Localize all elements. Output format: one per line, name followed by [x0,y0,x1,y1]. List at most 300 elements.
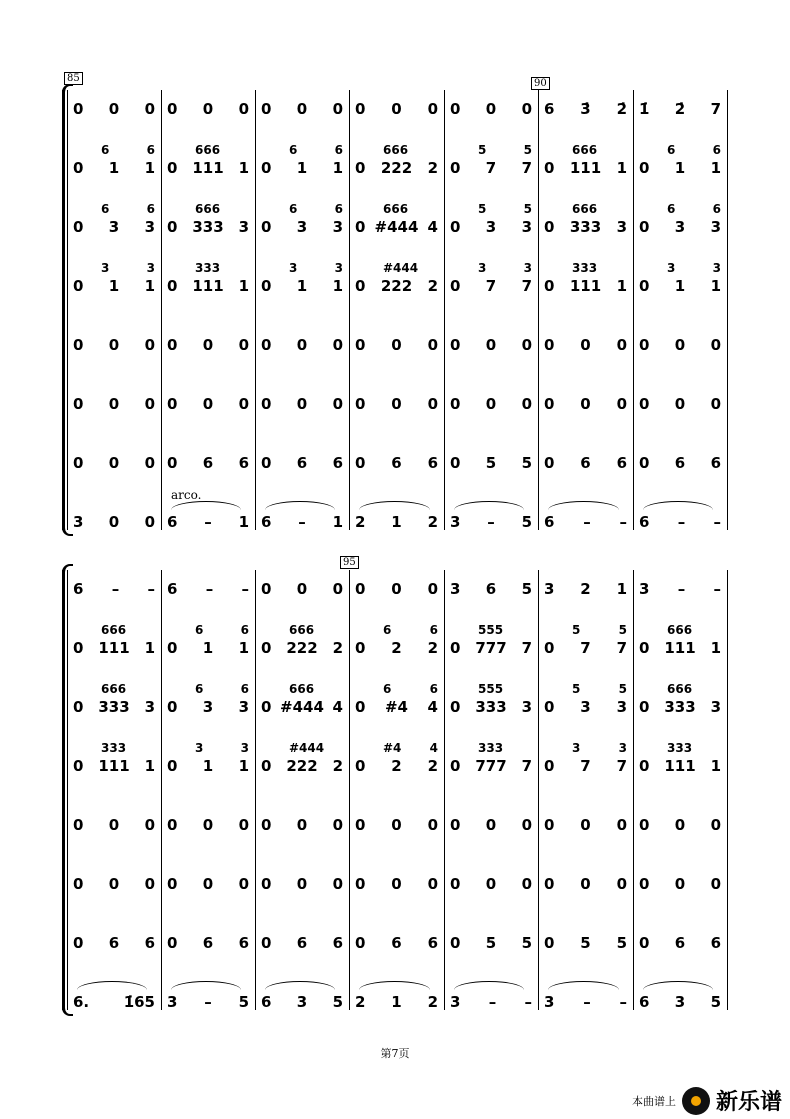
note: 0 [238,875,249,893]
upper-note: 666 [667,682,693,696]
note: 3 [108,218,120,236]
note: 0 [544,639,555,657]
chord-upper-notes [289,623,343,637]
note: 0 [73,816,84,834]
note: 1 [710,159,721,177]
note-cell [355,993,438,1011]
note: 6 [261,513,272,531]
note: 2 [580,580,591,598]
note-cell [544,875,627,893]
upper-note: 6 [101,202,110,216]
note-cell [73,395,155,413]
barline [161,90,162,530]
note: 0 [521,395,532,413]
note: 0 [544,336,555,354]
note: 4 [332,698,343,716]
upper-note: 666 [101,623,127,637]
note: 0 [355,159,366,177]
upper-note: 6 [383,623,392,637]
note-cell [450,159,532,177]
upper-note: 5 [523,143,532,157]
note: 0 [710,336,721,354]
upper-note: 3 [572,741,581,755]
note-cell [355,277,438,295]
note: – [204,993,212,1011]
upper-note: 6 [195,682,204,696]
note: 3 [450,993,461,1011]
note: 7 [616,757,627,775]
note: 0 [544,277,555,295]
note: 6 [167,580,178,598]
note: 0 [544,395,555,413]
note-cell [544,639,627,657]
chord-upper-notes [289,261,343,275]
barline [444,570,445,1010]
barline [67,570,68,1010]
note: 0 [616,395,627,413]
note: 0 [355,277,366,295]
note: 0 [616,336,627,354]
note: 0 [332,100,343,118]
note: 0 [580,816,591,834]
chord-upper-notes [667,261,721,275]
slur-mark [265,981,335,990]
note: 0 [167,159,178,177]
note: 0 [261,395,272,413]
upper-note: 6 [429,682,438,696]
note: 5 [580,934,591,952]
note: 1̇65 [123,993,155,1011]
note: 0 [73,336,84,354]
note-cell [355,395,438,413]
note-cell [261,336,343,354]
note: 3 [202,698,214,716]
note: 0 [296,395,308,413]
note: 0 [167,277,178,295]
note: 0 [639,875,650,893]
note-cell [167,639,249,657]
note: 6 [544,100,555,118]
note-cell [73,757,155,775]
barline [444,90,445,530]
note: 111 [98,639,130,657]
note: 333 [664,698,696,716]
note: 3 [710,218,721,236]
note: 0 [73,757,84,775]
note: 0 [332,875,343,893]
chord-upper-notes [478,623,532,637]
record-logo-icon [682,1087,710,1115]
barline [161,570,162,1010]
note-cell [639,816,721,834]
note: #444 [280,698,324,716]
note-cell [167,698,249,716]
note: 5 [710,993,721,1011]
slur-mark [548,501,619,510]
note: 0 [544,698,555,716]
note-cell [544,395,627,413]
note: 2 [391,639,402,657]
note: 6 [108,934,120,952]
note-cell [261,934,343,952]
upper-note: #4 [383,741,402,755]
note: 333 [98,698,130,716]
note-cell [73,580,155,598]
note-cell [73,100,155,118]
note: 0 [639,639,650,657]
note: 0 [355,934,366,952]
note-cell [261,100,343,118]
note: 0 [261,454,272,472]
note: 1 [202,639,214,657]
note-cell [355,100,438,118]
note: 0 [144,100,155,118]
upper-note: 333 [478,741,504,755]
note: 0 [167,100,178,118]
note: 6 [544,513,555,531]
upper-note: 5 [478,202,487,216]
note: 6 [391,934,402,952]
note: 6 [73,580,84,598]
upper-note: 3 [712,261,721,275]
note: 5 [332,993,343,1011]
note-cell [167,100,249,118]
note: 0 [450,218,461,236]
note: 333 [192,218,224,236]
note: 0 [355,336,366,354]
upper-note: 5 [478,143,487,157]
chord-upper-notes [383,623,438,637]
upper-note: 666 [289,682,315,696]
note: 0 [332,395,343,413]
chord-upper-notes [572,623,627,637]
note: 0 [144,513,155,531]
note: 1̇ [639,100,650,118]
note: 0 [261,277,272,295]
note-cell [261,218,343,236]
note: 0 [710,875,721,893]
upper-note: 6 [146,143,155,157]
note: 0 [450,639,461,657]
note: – [713,580,721,598]
chord-upper-notes [572,261,627,275]
note-cell [355,218,438,236]
note: 2 [427,159,438,177]
chord-upper-notes [478,143,532,157]
note: 0 [355,454,366,472]
note: 111 [569,277,602,295]
note: 6 [296,454,308,472]
note-cell [167,934,249,952]
upper-note: 6 [334,202,343,216]
note: 0 [167,395,178,413]
note: 6. [73,993,90,1011]
note: 0 [427,580,438,598]
note: 0 [450,100,461,118]
note: 111 [98,757,130,775]
chord-upper-notes [101,143,155,157]
note: 0 [144,875,155,893]
brand-name: 新乐谱 [715,1090,782,1115]
note-cell [167,816,249,834]
note: 0 [73,454,84,472]
upper-note: 5 [618,623,627,637]
upper-note: 6 [712,202,721,216]
note: 1 [710,277,721,295]
note-cell [544,513,627,531]
note: 222 [286,757,318,775]
note-cell [450,934,532,952]
note-cell [544,218,627,236]
note: 7 [485,277,497,295]
note-cell [355,513,438,531]
note-cell [544,277,627,295]
note: 0 [639,277,650,295]
note: 0 [261,639,272,657]
note: 2 [355,993,366,1011]
note-cell [73,513,155,531]
note: 6 [639,513,650,531]
note: 2 [332,639,343,657]
note: 0 [355,218,366,236]
slur-mark [454,981,524,990]
note-cell [544,100,627,118]
upper-note: 333 [667,741,693,755]
note-cell [639,100,721,118]
rehearsal-mark-95: 95 [340,556,359,569]
note: 0 [355,580,366,598]
note: – [487,513,495,531]
upper-note: 666 [572,202,598,216]
note: – [677,513,686,531]
note-cell [261,159,343,177]
note: 6 [332,934,343,952]
chord-upper-notes [667,741,721,755]
note: 6 [167,513,178,531]
note: 0 [544,934,555,952]
chord-upper-notes [101,623,155,637]
note: 0 [450,336,461,354]
note: 0 [639,159,650,177]
note: – [147,580,155,598]
note-cell [544,698,627,716]
note: 3 [167,993,178,1011]
note: 0 [427,395,438,413]
note: – [524,993,532,1011]
note-cell [639,454,721,472]
note: 0 [355,816,366,834]
note: 3 [332,218,343,236]
note: 0 [73,639,84,657]
note: 0 [261,875,272,893]
slur-mark [359,501,430,510]
upper-note: 3 [667,261,676,275]
note: – [204,513,212,531]
barline [349,570,350,1010]
note: 222 [286,639,318,657]
note-cell [167,277,249,295]
note: 0 [202,100,214,118]
note: 3 [544,993,555,1011]
note: 0 [639,218,650,236]
note: 0 [144,395,155,413]
note-cell [639,698,721,716]
note: 5 [238,993,249,1011]
note-cell [167,395,249,413]
note: 0 [167,698,178,716]
note: 3 [616,218,627,236]
note: 0 [485,100,497,118]
note: 1 [238,277,249,295]
note: 5 [521,934,532,952]
note-cell [167,993,249,1011]
note: 222 [380,159,413,177]
note-cell [261,875,343,893]
note-cell [73,277,155,295]
note: 7 [485,159,497,177]
note: 0 [332,580,343,598]
chord-upper-notes [289,741,343,755]
note: 0 [167,639,178,657]
note: 7 [580,639,591,657]
note-cell [261,816,343,834]
note: 111 [664,639,696,657]
note-cell [167,513,249,531]
note: 0 [521,816,532,834]
note: 6 [485,580,497,598]
note: 0 [580,336,591,354]
note: 2 [427,757,438,775]
chord-upper-notes [667,623,721,637]
upper-note: 6 [667,202,676,216]
note: 333 [569,218,602,236]
upper-note: 5 [572,682,581,696]
note: 6 [332,454,343,472]
note: 6 [710,454,721,472]
upper-note: 6 [383,682,392,696]
note: 111 [192,277,224,295]
chord-upper-notes [289,682,343,696]
note-cell [639,993,721,1011]
note-cell [355,875,438,893]
note-cell [450,993,532,1011]
upper-note: 555 [478,623,504,637]
note: 6 [674,454,686,472]
note-cell [450,698,532,716]
note: 3̇ [580,100,591,118]
upper-note: 666 [572,143,598,157]
note: #4 [384,698,408,716]
note: 6 [674,934,686,952]
chord-upper-notes [478,741,532,755]
note-cell [355,580,438,598]
note: 1 [238,159,249,177]
note: 1 [108,159,120,177]
note: 222 [380,277,413,295]
upper-note: 5 [523,202,532,216]
barline [538,570,539,1010]
upper-note: 3 [240,741,249,755]
note: 0 [639,454,650,472]
upper-note: 6 [240,623,249,637]
note-cell [73,934,155,952]
note: – [298,513,306,531]
note: 0 [296,816,308,834]
note: 2 [355,513,366,531]
note: 0 [639,934,650,952]
note: 0 [296,100,308,118]
note-cell [73,218,155,236]
note: 0 [73,875,84,893]
note-cell [639,934,721,952]
brand-caption: 本曲谱上 [631,1094,676,1108]
note-cell [639,277,721,295]
note: 0 [639,395,650,413]
chord-upper-notes [478,261,532,275]
chord-upper-notes [289,143,343,157]
note-cell [450,100,532,118]
note: 6 [261,993,272,1011]
note-cell [355,816,438,834]
note: 0 [167,816,178,834]
upper-note: 666 [667,623,693,637]
note: 1 [144,757,155,775]
chord-upper-notes [195,741,249,755]
note: 3 [485,218,497,236]
note-cell [261,698,343,716]
chord-upper-notes [195,143,249,157]
upper-note: 3 [478,261,487,275]
slur-mark [171,501,241,510]
upper-note: 333 [101,741,127,755]
note: 3 [639,580,650,598]
note: 0 [108,513,120,531]
note: 0 [427,336,438,354]
note: 0 [73,218,84,236]
note-cell [450,757,532,775]
upper-note: 3 [101,261,110,275]
chord-upper-notes [101,741,155,755]
note: 4 [427,698,438,716]
note: 0 [450,277,461,295]
note: 0 [73,159,84,177]
note: 1 [332,277,343,295]
note: 0 [261,698,272,716]
note-cell [639,757,721,775]
note: 3 [144,218,155,236]
note: 2 [427,277,438,295]
note: 0 [108,454,120,472]
note-cell [261,757,343,775]
note: 0 [108,875,120,893]
note-cell [450,395,532,413]
note-cell [73,454,155,472]
note: 1 [202,757,214,775]
rehearsal-mark-90: 90 [531,77,550,90]
chord-upper-notes [195,682,249,696]
note-cell [261,639,343,657]
note-cell [167,218,249,236]
note-cell [544,336,627,354]
note: 3 [521,698,532,716]
upper-note: 5 [618,682,627,696]
note: 0 [391,816,402,834]
note: 3 [674,993,686,1011]
upper-note: 666 [195,143,221,157]
note: 0 [73,395,84,413]
note: 0 [261,580,272,598]
note-cell [450,218,532,236]
